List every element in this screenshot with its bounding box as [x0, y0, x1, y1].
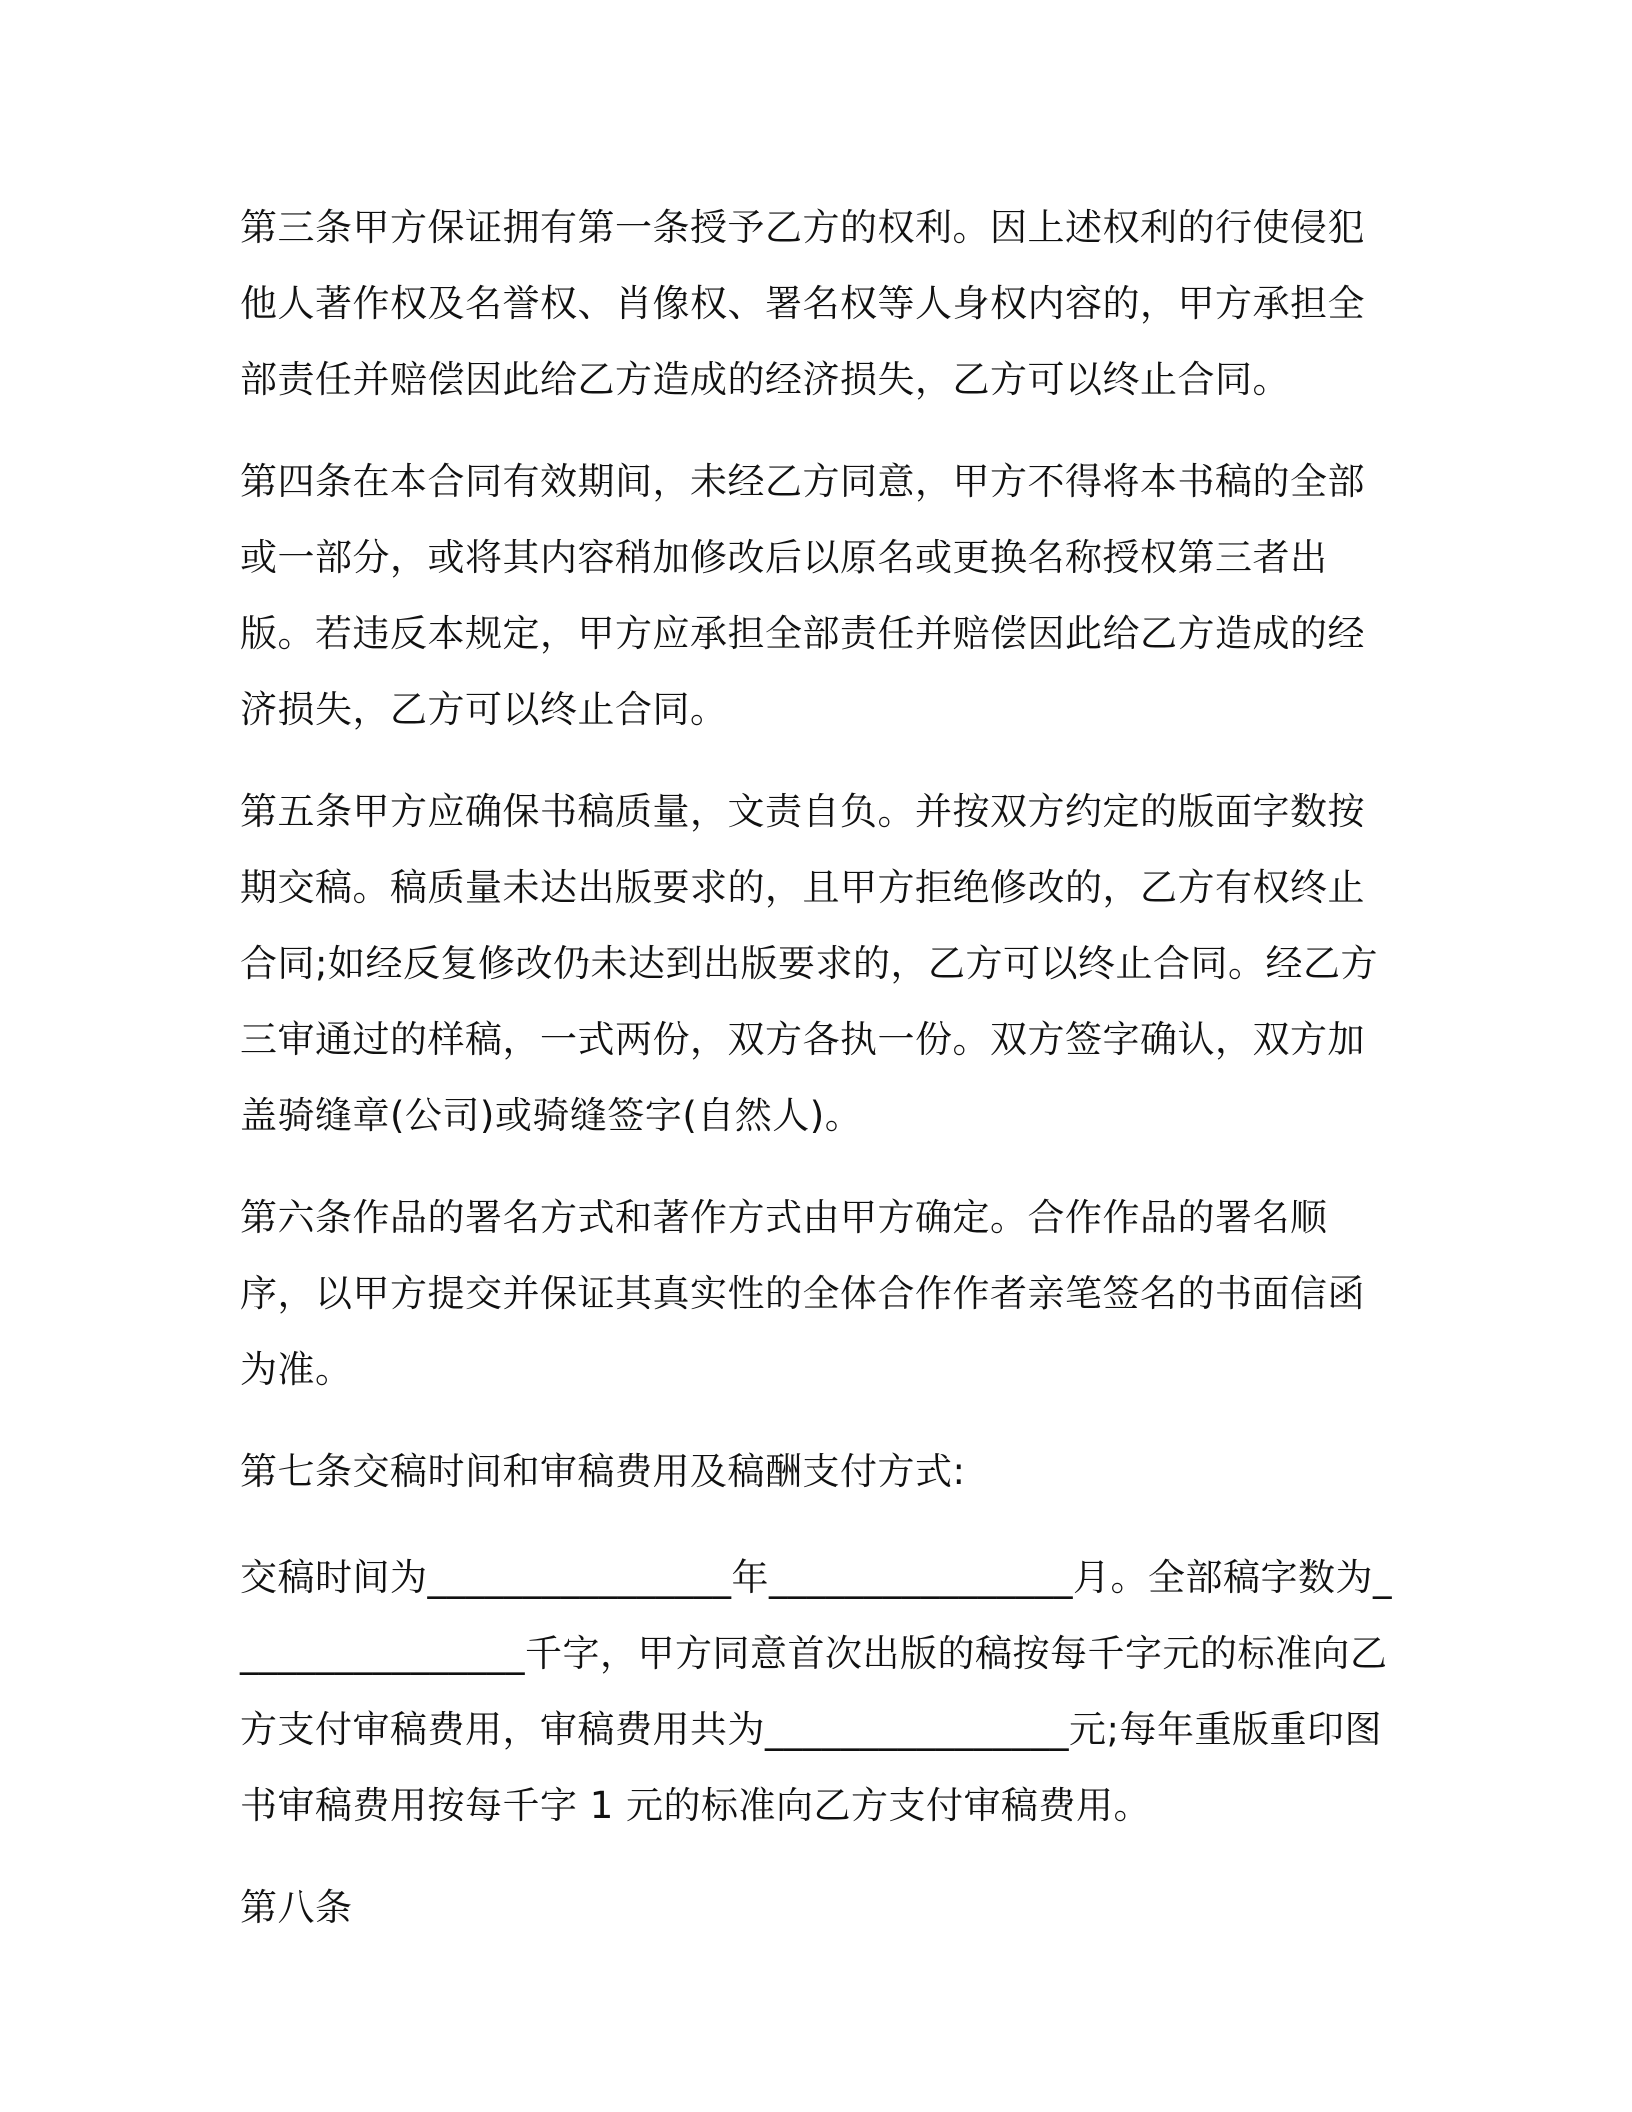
- article-3-paragraph: 第三条甲方保证拥有第一条授予乙方的权利。因上述权利的行使侵犯他人著作权及名誉权、肖像权、署名权等人身权内容的，甲方承担全部责任并赔偿因此给乙方造成的经济损失，乙方可以终止合同。: [240, 206, 1365, 401]
- article-7-heading: 第七条交稿时间和审稿费用及稿酬支付方式:: [240, 1450, 966, 1493]
- article-6-paragraph: 第六条作品的署名方式和著作方式由甲方确定。合作作品的署名顺序，以甲方提交并保证其真实性的全体合作作者亲笔签名的书面信函为准。: [240, 1196, 1365, 1391]
- article-7-terms-paragraph: 交稿时间为________________年________________月。全部稿字数为________________千字，甲方同意首次出版的稿按每千字元的标准向乙方支付审稿费用，审稿费用共为________________元;每年重版重印图书审稿费用按每千字 1 元的标准向乙方支付审稿费用。: [240, 1556, 1392, 1827]
- article-8-heading: 第八条: [240, 1886, 353, 1929]
- document-page: [240, 190, 1400, 1976]
- article-4-paragraph: 第四条在本合同有效期间，未经乙方同意，甲方不得将本书稿的全部或一部分，或将其内容稍加修改后以原名或更换名称授权第三者出版。若违反本规定，甲方应承担全部责任并赔偿因此给乙方造成的经济损失，乙方可以终止合同。: [240, 460, 1365, 731]
- article-5-paragraph: 第五条甲方应确保书稿质量，文责自负。并按双方约定的版面字数按期交稿。稿质量未达出版要求的，且甲方拒绝修改的，乙方有权终止合同;如经反复修改仍未达到出版要求的，乙方可以终止合同。经乙方三审通过的样稿，一式两份，双方各执一份。双方签字确认，双方加盖骑缝章(公司)或骑缝签字(自然人)。: [240, 790, 1378, 1137]
